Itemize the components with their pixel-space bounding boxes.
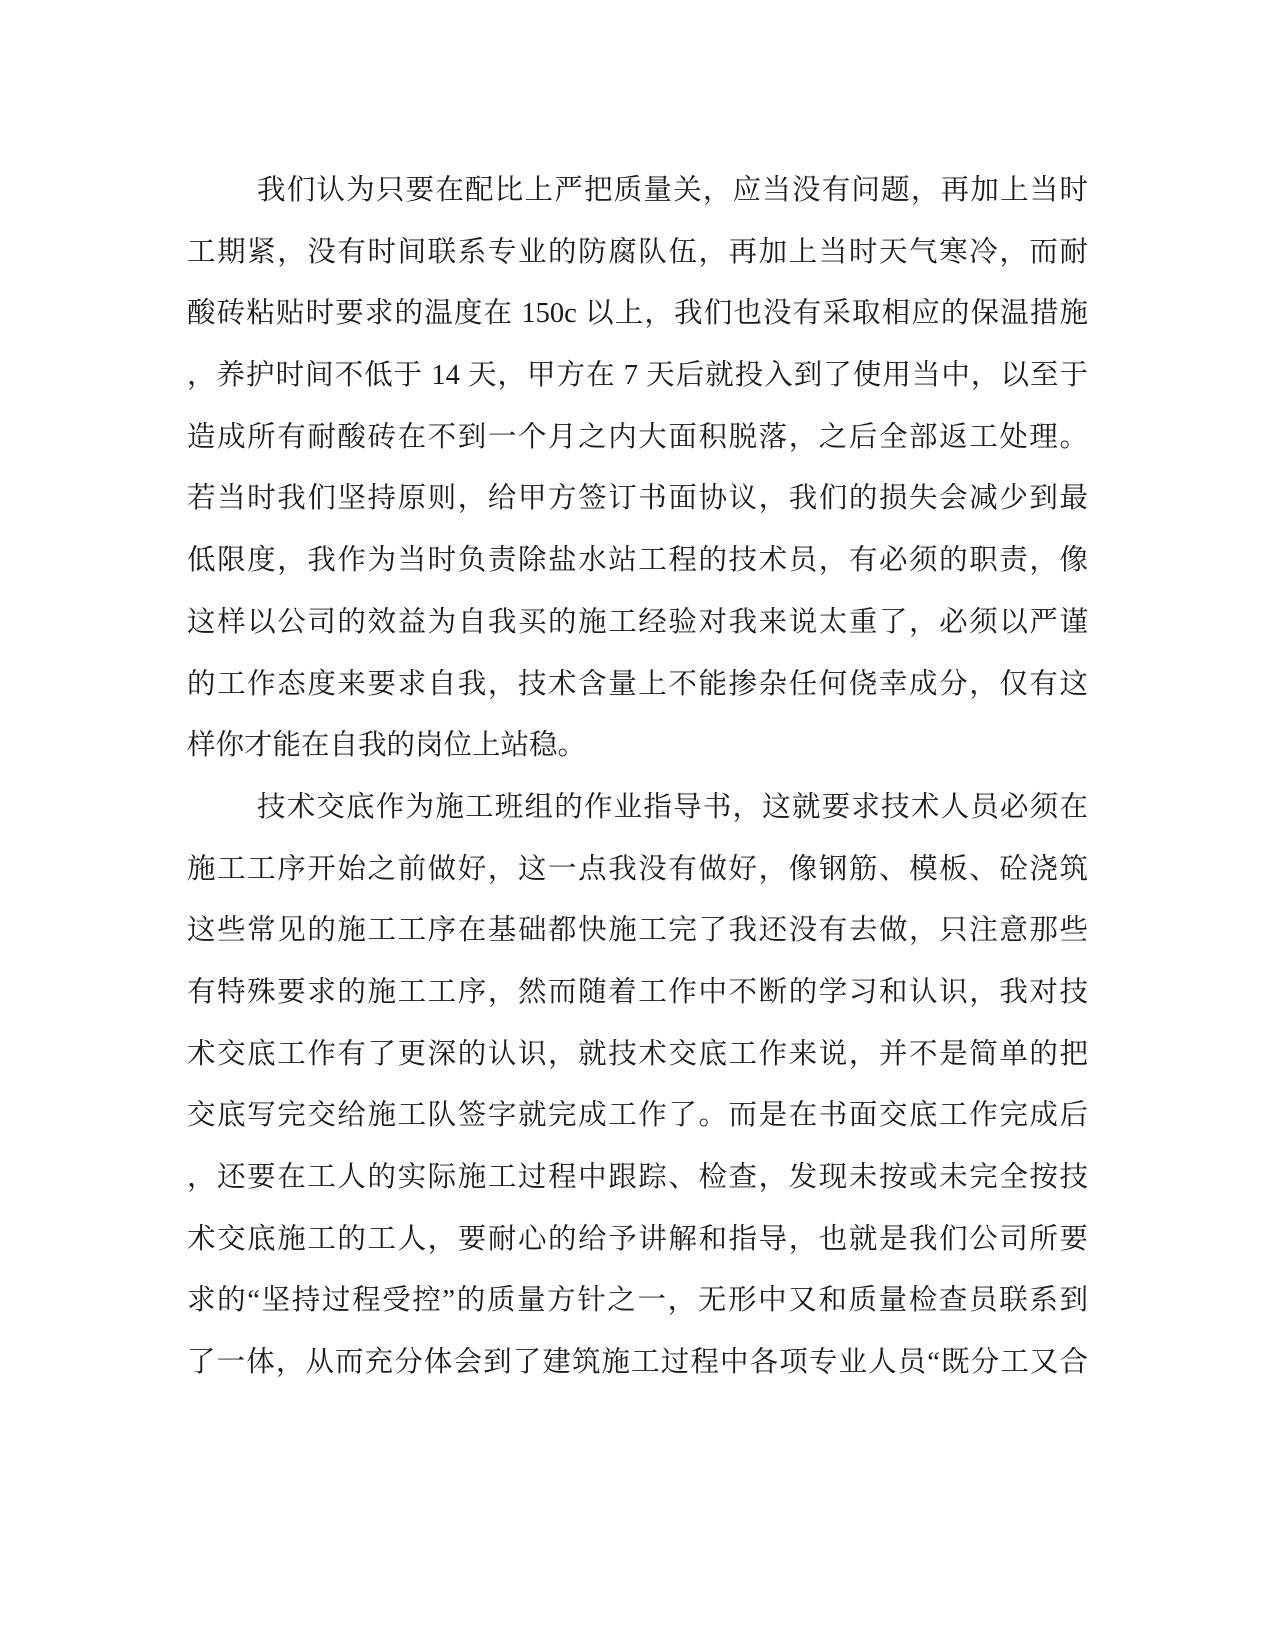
text-line: 交底写完交给施工队签字就完成工作了。而是在书面交底工作完成后 (187, 1100, 1088, 1132)
text-line: 了一体，从而充分体会到了建筑施工过程中各项专业人员“既分工又合 (187, 1347, 1088, 1379)
text-line: ，还要在工人的实际施工过程中跟踪、检查，发现未按或未完全按技 (187, 1162, 1088, 1193)
text-line: 术交底工作有了更深的认识，就技术交底工作来说，并不是简单的把 (187, 1038, 1088, 1070)
text-line: 酸砖粘贴时要求的温度在 150c 以上，我们也没有采取相应的保温措施 (187, 298, 1088, 330)
text-line: 术交底施工的工人，要耐心的给予讲解和指导，也就是我们公司所要 (187, 1223, 1088, 1255)
text-line: 技术交底作为施工班组的作业指导书，这就要求技术人员必须在 (257, 791, 1088, 823)
text-line: 这些常见的施工工序在基础都快施工完了我还没有去做，只注意那些 (187, 915, 1088, 947)
text-line: 若当时我们坚持原则，给甲方签订书面协议，我们的损失会减少到最 (187, 483, 1088, 515)
text-line: 施工工序开始之前做好，这一点我没有做好，像钢筋、模板、砼浇筑 (187, 853, 1088, 885)
text-line: 的工作态度来要求自我，技术含量上不能掺杂任何侥幸成分，仅有这 (187, 668, 1088, 700)
text-line: 有特殊要求的施工工序，然而随着工作中不断的学习和认识，我对技 (187, 976, 1088, 1008)
text-line: 工期紧，没有时间联系专业的防腐队伍，再加上当时天气寒冷，而耐 (187, 236, 1088, 268)
text-line: ，养护时间不低于 14 天，甲方在 7 天后就投入到了使用当中，以至于 (187, 360, 1088, 392)
text-line: 我们认为只要在配比上严把质量关，应当没有问题，再加上当时 (257, 175, 1088, 206)
text-line: 这样以公司的效益为自我买的施工经验对我来说太重了，必须以严谨 (187, 606, 1088, 638)
paragraph-2 (187, 777, 1088, 1394)
text-line: 求的“坚持过程受控”的质量方针之一，无形中又和质量检查员联系到 (187, 1285, 1088, 1317)
text-line: 造成所有耐酸砖在不到一个月之内大面积脱落，之后全部返工处理。 (187, 421, 1088, 453)
document-text-block (187, 160, 1088, 1394)
text-line: 样你才能在自我的岗位上站稳。 (187, 730, 587, 762)
paragraph-1 (187, 160, 1088, 777)
text-line: 低限度，我作为当时负责除盐水站工程的技术员，有必须的职责，像 (187, 545, 1088, 577)
